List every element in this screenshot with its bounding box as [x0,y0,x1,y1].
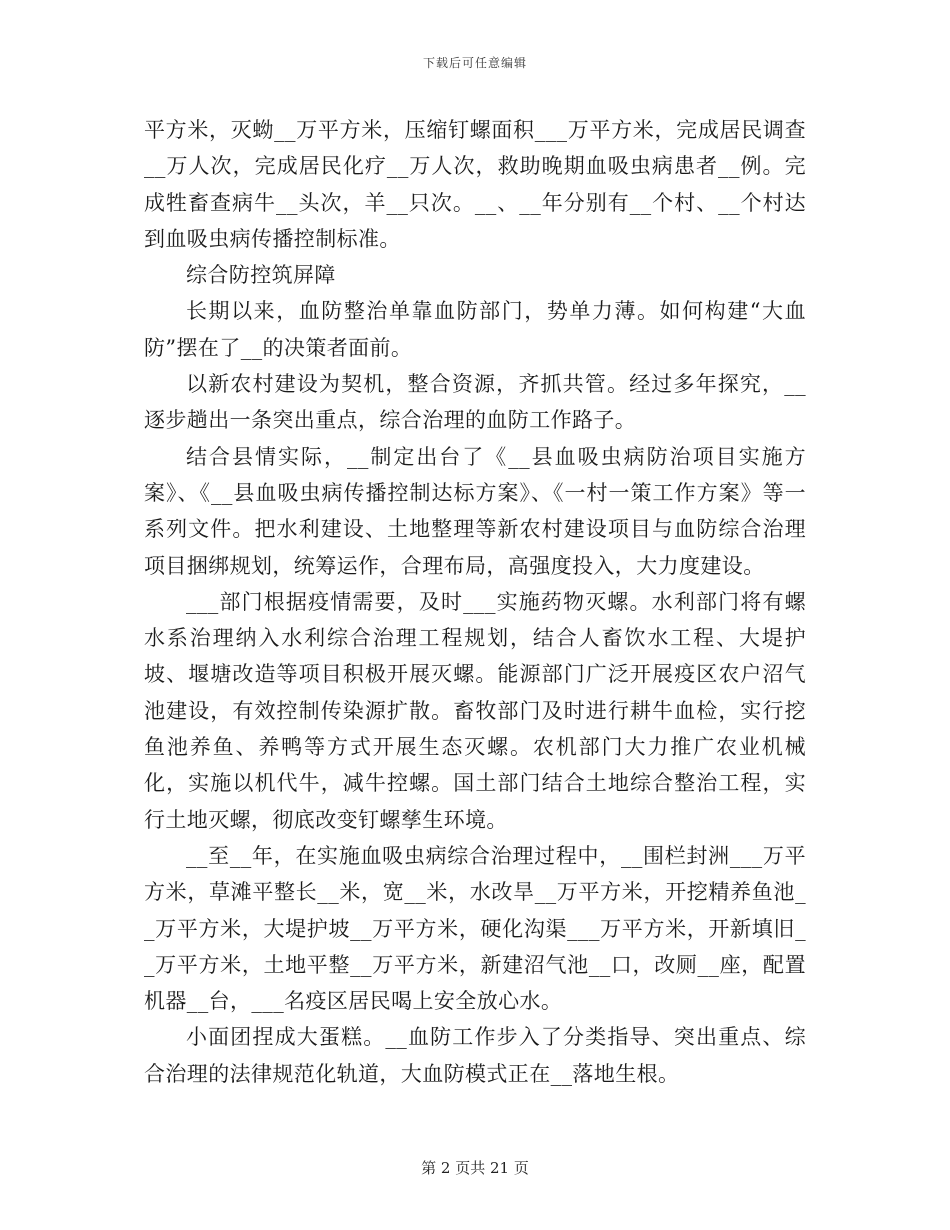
page-footer: 第 2 页共 21 页 [421,1159,529,1177]
section-heading: 综合防控筑屏障 [186,263,336,288]
paragraph-6: ___部门根据疫情需要，及时___实施药物灭螺。水利部门将有螺水系治理纳入水利综合治理工程规划，结合人畜饮水工程、大堤护坡、堰塘改造等项目积极开展灭螺。能源部门广泛开展疫区农户沼气池建设，有效控制传染源扩散。畜牧部门及时进行耕牛血检，实行挖鱼池养鱼、养鸭等方式开展生态灭螺。农机部门大力推广农业机械化，实施以机代牛，减牛控螺。国土部门结合土地综合整治工程，实行土地灭螺，彻底改变钉螺孳生环境。 [144,589,806,832]
paragraph-8: 小面团捏成大蛋糕。__血防工作步入了分类指导、突出重点、综合治理的法律规范化轨道，大血防模式正在__落地生根。 [144,1025,806,1086]
paragraph-4: 以新农村建设为契机，整合资源，齐抓共管。经过多年探究，__逐步趟出一条突出重点，综合治理的血防工作路子。 [144,372,806,433]
paragraph-3: 长期以来，血防整治单靠血防部门，势单力薄。如何构建“大血防”摆在了__的决策者面前。 [144,299,806,360]
page-header: 下载后可任意编辑 [422,56,527,70]
document-body [144,112,806,1092]
paragraph-1: 平方米，灭蚴__万平方米，压缩钉螺面积___万平方米，完成居民调查__万人次，完成居民化疗__万人次，救助晚期血吸虫病患者__例。完成牲畜查病牛__头次，羊__只次。__、__年分别有__个村、__个村达到血吸虫病传播控制标准。 [144,118,806,251]
paragraph-7: __至__年，在实施血吸虫病综合治理过程中，__围栏封洲___万平方米，草滩平整长__米，宽__米，水改旱__万平方米，开挖精养鱼池__万平方米，大堤护坡__万平方米，硬化沟渠___万平方米，开新填旧__万平方米，土地平整__万平方米，新建沼气池__口，改厕__座，配置机器__台，___名疫区居民喝上安全放心水。 [144,843,806,1014]
paragraph-5: 结合县情实际，__制定出台了《__县血吸虫病防治项目实施方案》、《__县血吸虫病传播控制达标方案》、《一村一策工作方案》等一系列文件。把水利建设、土地整理等新农村建设项目与血防综合治理项目捆绑规划，统筹运作，合理布局，高强度投入，大力度建设。 [144,444,806,578]
